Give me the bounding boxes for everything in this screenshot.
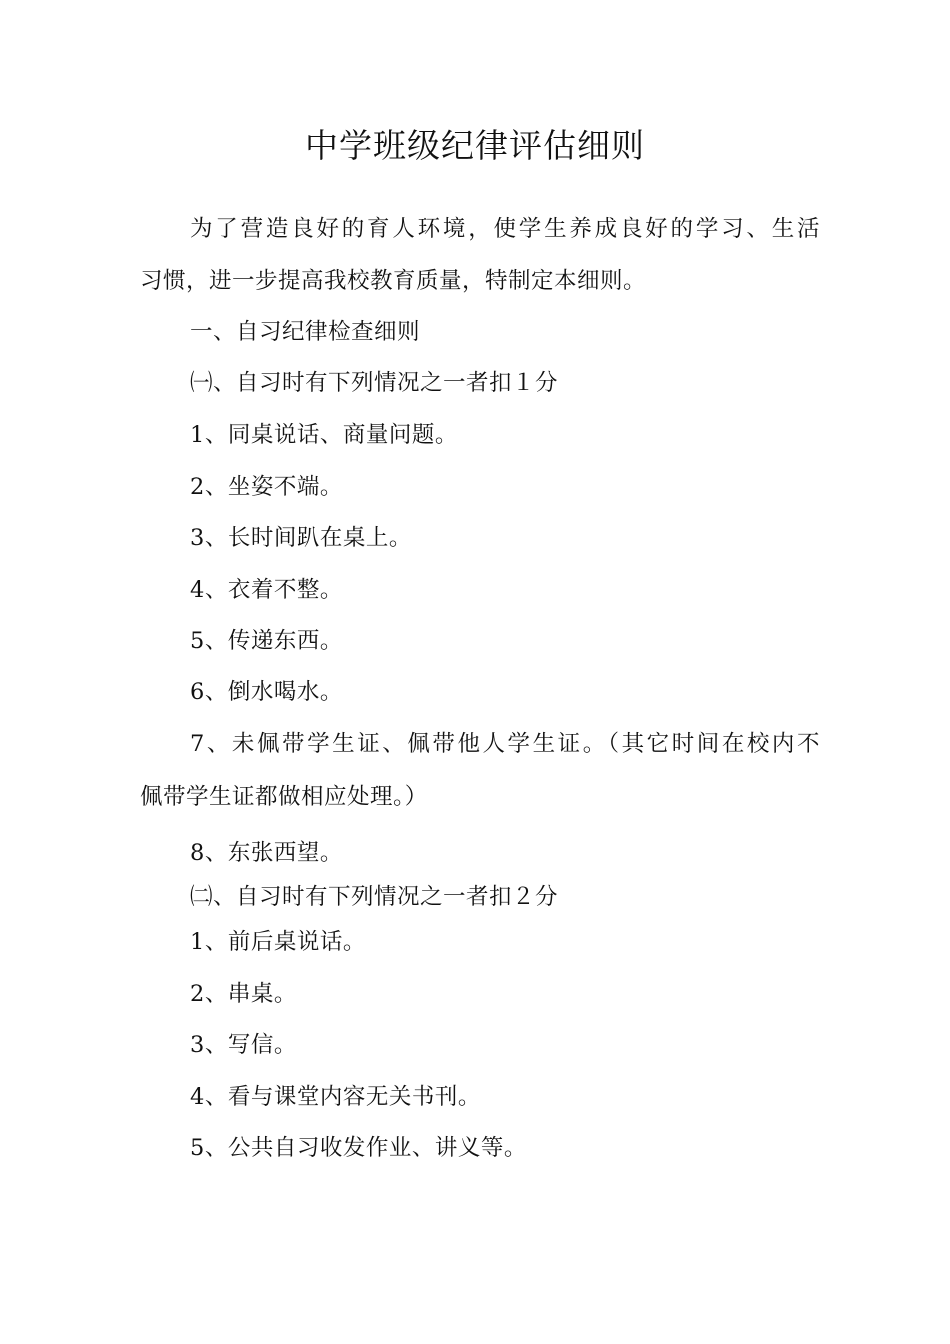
list-item: 4、看与课堂内容无关书刊。 (190, 1084, 481, 1110)
list-item: 1、前后桌说话。 (190, 929, 366, 955)
list-item: 8、东张西望。 (190, 840, 343, 866)
list-item: 1、同桌说话、商量问题。 (190, 422, 458, 448)
intro-paragraph-line-1: 为了营造良好的育人环境，使学生养成良好的学习、生活 (190, 216, 820, 242)
list-item: 4、衣着不整。 (190, 577, 343, 603)
document-title: 中学班级纪律评估细则 (305, 126, 645, 165)
list-item: 3、长时间趴在桌上。 (190, 525, 412, 551)
subsection-heading-2: ㈡、自习时有下列情况之一者扣２分 (190, 884, 559, 910)
list-item: 3、写信。 (190, 1032, 297, 1058)
list-item: 7、未佩带学生证、佩带他人学生证。（其它时间在校内不 (190, 731, 820, 757)
list-item: 2、坐姿不端。 (190, 474, 343, 500)
list-item-continuation: 佩带学生证都做相应处理。） (140, 784, 428, 810)
list-item: 5、传递东西。 (190, 628, 343, 654)
intro-paragraph-line-2: 习惯，进一步提高我校教育质量，特制定本细则。 (140, 268, 647, 294)
section-heading: 一、自习纪律检查细则 (190, 319, 421, 345)
list-item: 5、公共自习收发作业、讲义等。 (190, 1135, 527, 1161)
subsection-heading-1: ㈠、自习时有下列情况之一者扣１分 (190, 370, 559, 396)
list-item: 2、串桌。 (190, 981, 297, 1007)
list-item: 6、倒水喝水。 (190, 679, 343, 705)
